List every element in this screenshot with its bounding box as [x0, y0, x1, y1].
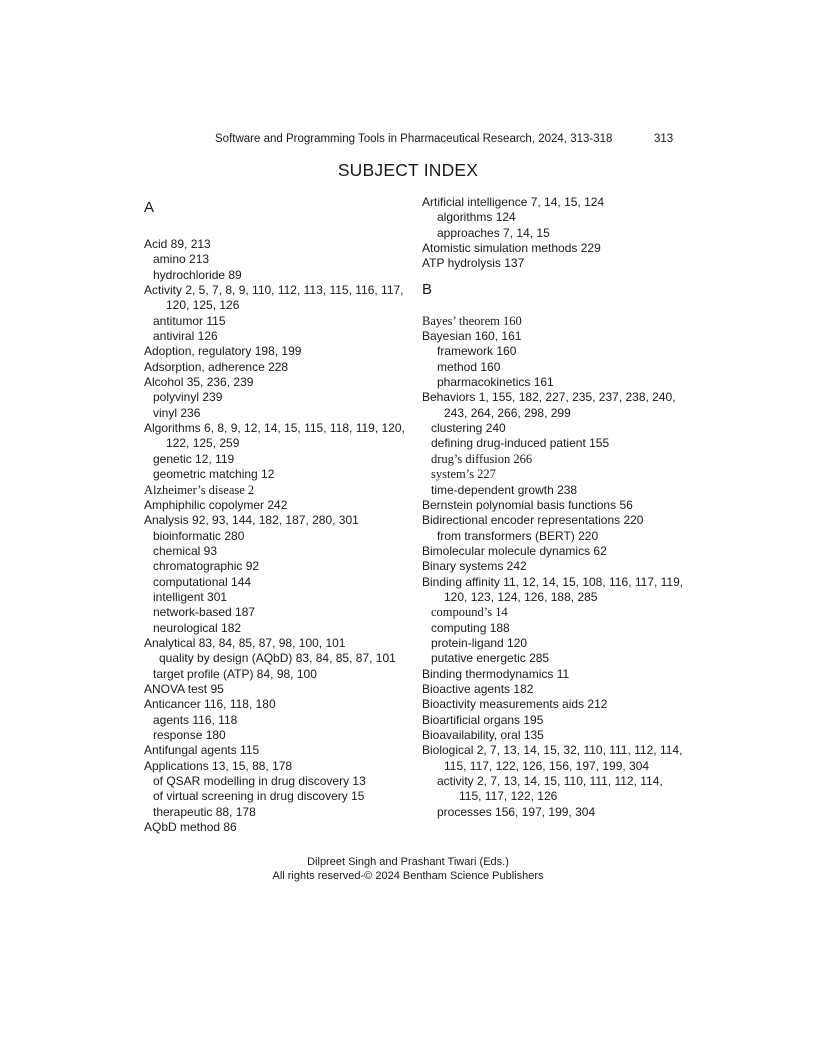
- index-subentry: polyvinyl 239: [153, 390, 223, 405]
- index-subentry: algorithms 124: [437, 210, 516, 225]
- footer-rights: All rights reserved-© 2024 Bentham Science Publishers: [272, 870, 544, 882]
- index-entry: Antifungal agents 115: [144, 743, 260, 758]
- index-subentry: intelligent 301: [153, 589, 228, 604]
- index-subentry: vinyl 236: [153, 405, 201, 420]
- index-entry: Bayes’ theorem 160: [422, 313, 522, 328]
- index-subentry: bioinformatic 280: [153, 528, 245, 543]
- index-entry: Binary systems 242: [422, 559, 527, 574]
- index-entry: Applications 13, 15, 88, 178: [144, 758, 293, 773]
- index-entry: Anticancer 116, 118, 180: [144, 697, 276, 712]
- index-entry: Activity 2, 5, 7, 8, 9, 110, 112, 113, 115, 116, 117, 120, 125, 126: [144, 283, 404, 313]
- index-subentry: therapeutic 88, 178: [153, 804, 256, 819]
- index-subentry: neurological 182: [153, 620, 242, 635]
- index-subentry: network-based 187: [153, 605, 256, 620]
- index-subentry: geometric matching 12: [153, 467, 275, 482]
- index-subentry: clustering 240: [431, 421, 506, 436]
- index-subentry: processes 156, 197, 199, 304: [437, 804, 596, 819]
- index-entry: Bioavailability, oral 135: [422, 728, 544, 742]
- index-entry: Adsorption, adherence 228: [144, 359, 289, 374]
- index-entry: Analytical 83, 84, 85, 87, 98, 100, 101: [144, 635, 346, 650]
- index-entry: Algorithms 6, 8, 9, 12, 14, 15, 115, 118, 119, 120, 122, 125, 259: [144, 421, 405, 451]
- index-entry: Binding thermodynamics 11: [422, 666, 570, 681]
- index-subentry: of QSAR modelling in drug discovery 13: [153, 774, 366, 789]
- index-subentry: hydrochloride 89: [153, 267, 242, 282]
- index-entry: Bioactivity measurements aids 212: [422, 697, 608, 712]
- index-entry: Artificial intelligence 7, 14, 15, 124: [422, 195, 605, 209]
- index-entry: Atomistic simulation methods 229: [422, 241, 601, 256]
- index-subentry: defining drug-induced patient 155: [431, 436, 610, 451]
- index-column-right: [422, 195, 684, 820]
- index-subentry: framework 160: [437, 344, 517, 359]
- section-letter-b: B: [422, 280, 433, 298]
- index-subentry: of virtual screening in drug discovery 15: [153, 789, 365, 804]
- index-subentry: pharmacokinetics 161: [437, 375, 554, 390]
- index-entry: Bayesian 160, 161: [422, 329, 522, 344]
- footer-editors: Dilpreet Singh and Prashant Tiwari (Eds.): [307, 856, 509, 868]
- index-entry: Bidirectional encoder representations 220: [422, 513, 644, 528]
- index-entry: Behaviors 1, 155, 182, 227, 235, 237, 238, 240, 243, 264, 266, 298, 299: [422, 390, 676, 420]
- index-entry: Alzheimer’s disease 2: [144, 482, 255, 497]
- index-subentry: drug’s diffusion 266: [431, 451, 533, 466]
- index-entry: ANOVA test 95: [144, 681, 224, 696]
- index-entry: Analysis 92, 93, 144, 182, 187, 280, 301: [144, 513, 359, 528]
- index-entry: Binding affinity 11, 12, 14, 15, 108, 116, 117, 119, 120, 123, 124, 126, 188, 285: [422, 574, 684, 604]
- section-letter-a: A: [144, 199, 155, 216]
- index-entry: Adoption, regulatory 198, 199: [144, 344, 302, 359]
- index-entry: Bimolecular molecule dynamics 62: [422, 543, 607, 558]
- index-subentry: amino 213: [153, 252, 210, 267]
- index-subentry: computational 144: [153, 574, 252, 589]
- index-entry: AQbD method 86: [144, 820, 237, 835]
- index-subentry: agents 116, 118: [153, 712, 238, 727]
- page-number: 313: [654, 133, 674, 145]
- index-subentry: target profile (ATP) 84, 98, 100: [153, 666, 317, 681]
- index-entry: Bioartificial organs 195: [422, 712, 544, 727]
- index-subentry: approaches 7, 14, 15: [437, 225, 550, 240]
- index-subentry: putative energetic 285: [431, 651, 550, 666]
- index-subentry: antitumor 115: [153, 313, 226, 328]
- index-subentry: from transformers (BERT) 220: [437, 528, 599, 543]
- index-subentry: response 180: [153, 728, 226, 742]
- index-entry: Biological 2, 7, 13, 14, 15, 32, 110, 111, 112, 114, 115, 117, 122, 126, 156, 197, 199, 304: [422, 743, 683, 773]
- index-entry: ATP hydrolysis 137: [422, 256, 525, 271]
- index-entry: Amphiphilic copolymer 242: [144, 497, 288, 512]
- index-subentry: compound’s 14: [431, 605, 508, 620]
- index-subentry: quality by design (AQbD) 83, 84, 85, 87, 101: [159, 651, 396, 666]
- index-subentry: chemical 93: [153, 543, 218, 558]
- page-title: SUBJECT INDEX: [337, 160, 479, 180]
- index-subentry: computing 188: [431, 620, 510, 635]
- running-head: Software and Programming Tools in Pharmaceutical Research, 2024, 313-318: [215, 133, 613, 145]
- index-subentry: antiviral 126: [153, 329, 218, 344]
- index-entry: Bernstein polynomial basis functions 56: [422, 497, 633, 512]
- index-subentry: system’s 227: [431, 467, 496, 482]
- page-footer: [0, 855, 816, 883]
- index-subentry: protein-ligand 120: [431, 635, 528, 650]
- index-subentry: chromatographic 92: [153, 559, 260, 574]
- index-entry: Bioactive agents 182: [422, 681, 534, 696]
- index-column-left: [144, 195, 406, 835]
- index-entry: Alcohol 35, 236, 239: [144, 375, 254, 390]
- index-subentry: activity 2, 7, 13, 14, 15, 110, 111, 112, 114, 115, 117, 122, 126: [437, 774, 663, 804]
- index-subentry: method 160: [437, 359, 501, 374]
- index-subentry: time-dependent growth 238: [431, 482, 578, 497]
- index-entry: Acid 89, 213: [144, 237, 211, 251]
- index-subentry: genetic 12, 119: [153, 451, 235, 466]
